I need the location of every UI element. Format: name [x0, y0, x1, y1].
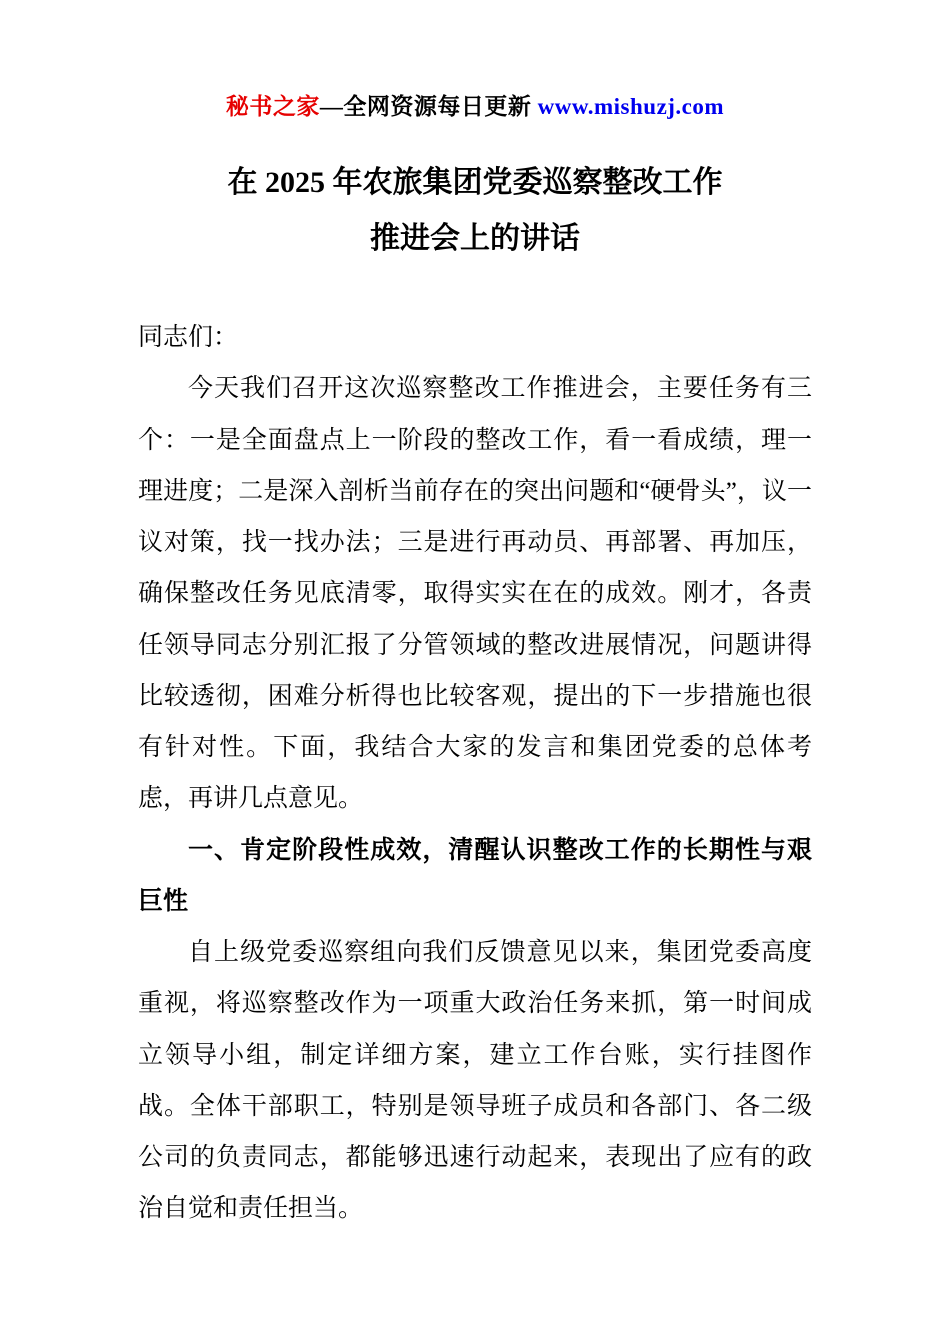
site-url-link[interactable]: www.mishuzj.com [537, 94, 725, 119]
document-title-line-2: 推进会上的讲话 [370, 221, 580, 255]
section-heading: 一、肯定阶段性成效，清醒认识整改工作的长期性与艰巨性 [138, 836, 812, 915]
site-header [138, 88, 812, 121]
site-brand: 秘书之家 [225, 94, 320, 119]
document-title [138, 155, 812, 266]
paragraph: 自上级党委巡察组向我们反馈意见以来，集团党委高度重视，将巡察整改作为一项重大政治任务来抓，第一时间成立领导小组，制定详细方案，建立工作台账，实行挂图作战。全体干部职工，特别是领导班子成员和各部门、各二级公司的负责同志，都能够迅速行动起来，表现出了应有的政治自觉和责任担当。 [138, 939, 812, 1223]
paragraph: 今天我们召开这次巡察整改工作推进会，主要任务有三个：一是全面盘点上一阶段的整改工作，看一看成绩，理一理进度；二是深入剖析当前存在的突出问题和“硬骨头”，议一议对策，找一找办法；三是进行再动员、再部署、再加压，确保整改任务见底清零，取得实实在在的成效。刚才，各责任领导同志分别汇报了分管领域的整改进展情况，问题讲得比较透彻，困难分析得也比较客观，提出的下一步措施也很有针对性。下面，我结合大家的发言和集团党委的总体考虑，再讲几点意见。 [138, 375, 812, 813]
site-tagline: —全网资源每日更新 [319, 94, 538, 119]
document-body [138, 312, 812, 1235]
document-title-line-1: 在 2025 年农旅集团党委巡察整改工作 [227, 166, 723, 199]
salutation: 同志们： [138, 324, 239, 351]
